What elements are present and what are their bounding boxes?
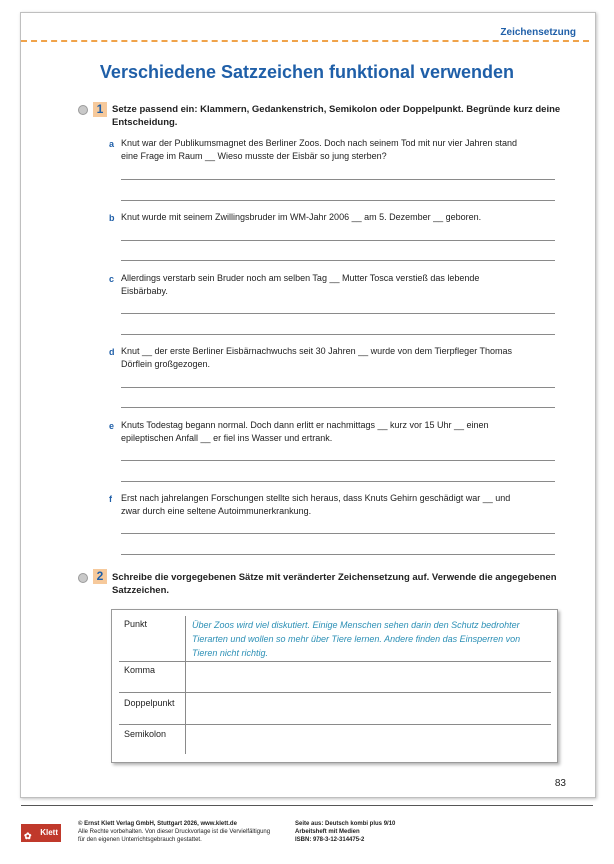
- row-label-punkt: Punkt: [124, 619, 148, 629]
- row-label-komma: Komma: [124, 665, 156, 675]
- answer-line[interactable]: [121, 179, 555, 180]
- item-c-text-line2: Eisbärbaby.: [121, 286, 168, 296]
- answer-line[interactable]: [121, 554, 555, 555]
- header-divider: [21, 40, 589, 42]
- item-b-letter: b: [109, 213, 115, 223]
- footer-source-line3: ISBN: 978-3-12-314475-2: [295, 837, 365, 843]
- answer-line[interactable]: [121, 407, 555, 408]
- klett-logo-text: Klett: [40, 828, 58, 837]
- footer-source-line2: Arbeitsheft mit Medien: [295, 829, 360, 835]
- item-d-text-line2: Dörflein großgezogen.: [121, 359, 211, 369]
- item-e-text-line1: Knuts Todestag begann normal. Doch dann erlitt er nachmittags __ kurz vor 15 Uhr __ einen: [121, 420, 489, 430]
- answer-line[interactable]: [121, 533, 555, 534]
- footer-copyright-line3: für den eigenen Unterrichtsgebrauch gestattet.: [78, 837, 202, 843]
- table-column-divider: [185, 616, 186, 754]
- answer-line[interactable]: [121, 240, 555, 241]
- task-1-instruction-line2: Entscheidung.: [112, 117, 178, 128]
- item-f-text-line1: Erst nach jahrelangen Forschungen stellte sich heraus, dass Knuts Gehirn geschädigt war __ und: [121, 493, 511, 503]
- task-2-instruction-line2: Satzzeichen.: [112, 585, 170, 596]
- item-c-text-line1: Allerdings verstarb sein Bruder noch am selben Tag __ Mutter Tosca verstieß das lebende: [121, 273, 480, 283]
- item-d-letter: d: [109, 347, 115, 357]
- table-row-divider: [119, 692, 551, 693]
- task-2-bullet-icon: [78, 573, 88, 583]
- sample-text-line1: Über Zoos wird viel diskutiert. Einige Menschen sehen darin den Schutz bedrohter: [192, 620, 520, 630]
- section-label: Zeichensetzung: [500, 27, 576, 38]
- answer-line[interactable]: [121, 387, 555, 388]
- table-row-divider: [119, 661, 551, 662]
- answer-line[interactable]: [121, 334, 555, 335]
- answer-line[interactable]: [121, 260, 555, 261]
- item-f-letter: f: [109, 494, 112, 504]
- footer-source-line1: Seite aus: Deutsch kombi plus 9/10: [295, 821, 396, 827]
- sample-text: [192, 618, 550, 660]
- answer-line[interactable]: [121, 200, 555, 201]
- page-number: 83: [554, 778, 566, 789]
- footer-source: [295, 820, 495, 844]
- item-a-letter: a: [109, 139, 115, 149]
- item-b-text-line1: Knut wurde mit seinem Zwillingsbruder im WM-Jahr 2006 __ am 5. Dezember __ geboren.: [121, 212, 482, 222]
- punctuation-table: [111, 609, 558, 763]
- item-c-letter: c: [109, 274, 115, 284]
- sample-text-line3: Tieren nicht richtig.: [192, 648, 268, 658]
- answer-line[interactable]: [121, 460, 555, 461]
- item-a-text-line1: Knut war der Publikumsmagnet des Berliner Zoos. Doch nach seinem Tod mit nur vier Jahren stand: [121, 138, 518, 148]
- footer-copyright: [78, 820, 288, 844]
- page-title: Verschiedene Satzzeichen funktional verwenden: [99, 62, 515, 82]
- task-2-number: 2: [93, 569, 107, 584]
- item-a-text-line2: eine Frage im Raum __ Wieso musste der Eisbär so jung sterben?: [121, 151, 387, 161]
- row-label-semikolon: Semikolon: [124, 729, 167, 739]
- row-label-doppelpunkt: Doppelpunkt: [124, 698, 175, 708]
- item-d-text-line1: Knut __ der erste Berliner Eisbärnachwuchs seit 30 Jahren __ wurde von dem Tierpfleger Thomas: [121, 346, 513, 356]
- item-f-text-line2: zwar durch eine seltene Autoimmunerkrankung.: [121, 506, 312, 516]
- answer-line[interactable]: [121, 481, 555, 482]
- klett-logo-icon: ✿: [24, 831, 32, 841]
- task-2-instruction-line1: Schreibe die vorgegebenen Sätze mit veränderter Zeichensetzung auf. Verwende die angegebenen: [112, 572, 557, 583]
- answer-line[interactable]: [121, 313, 555, 314]
- item-e-letter: e: [109, 421, 115, 431]
- footer-divider: [21, 805, 593, 806]
- task-1-number: 1: [93, 102, 107, 117]
- table-row-divider: [119, 724, 551, 725]
- klett-logo: [21, 824, 61, 842]
- task-1-instruction-line1: Setze passend ein: Klammern, Gedankenstrich, Semikolon oder Doppelpunkt. Begründe kurz deine: [112, 104, 561, 115]
- footer-copyright-line2: Alle Rechte vorbehalten. Von dieser Druckvorlage ist die Vervielfältigung: [78, 829, 271, 835]
- task-1-bullet-icon: [78, 105, 88, 115]
- item-e-text-line2: epileptischen Anfall __ er fiel ins Wasser und ertrank.: [121, 433, 333, 443]
- sample-text-line2: Tierarten und wollen so mehr über Tiere lernen. Andere finden das Einsperren von: [192, 634, 521, 644]
- footer-copyright-line1: © Ernst Klett Verlag GmbH, Stuttgart 2026, www.klett.de: [78, 821, 237, 827]
